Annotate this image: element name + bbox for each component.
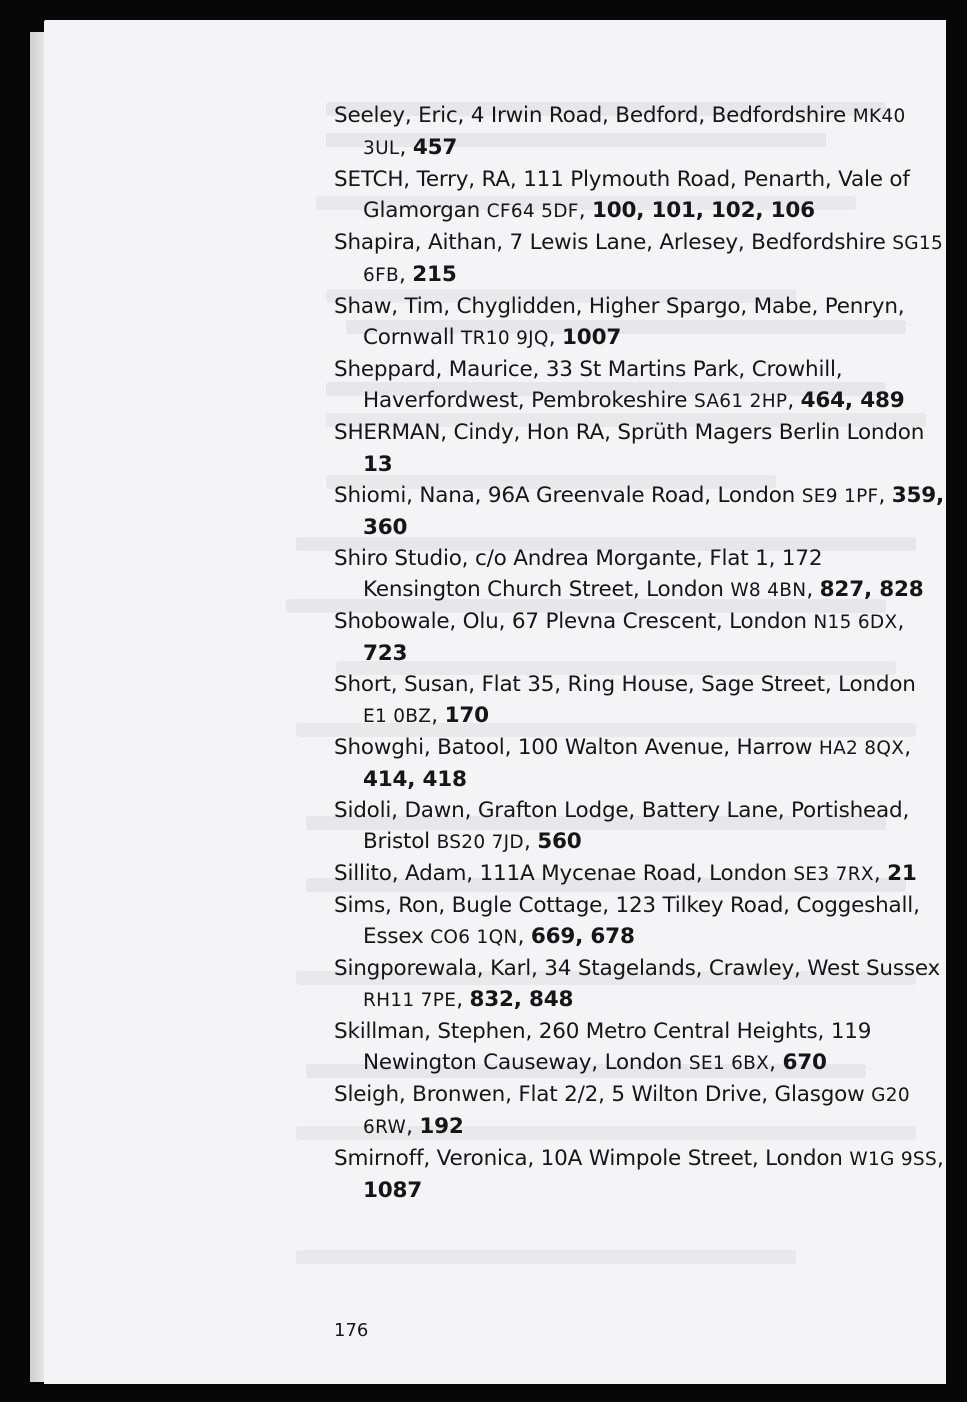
entry-name-address: Shaw, Tim, Chyglidden, Higher Spargo, Mabe, Penryn, Cornwall bbox=[334, 294, 905, 350]
index-entry: Smirnoff, Veronica, 10A Wimpole Street, London W1G 9SS, 1087 bbox=[334, 1146, 944, 1203]
entry-page-refs: 669, 678 bbox=[530, 924, 635, 949]
entry-page-refs: 170 bbox=[444, 703, 489, 728]
index-entry: Shiomi, Nana, 96A Greenvale Road, London SE9 1PF, 359, 360 bbox=[334, 483, 945, 540]
index-entry: Short, Susan, Flat 35, Ring House, Sage Street, London E1 0BZ, 170 bbox=[334, 672, 916, 728]
entry-page-refs: 832, 848 bbox=[469, 987, 574, 1012]
entry-postcode: SA61 2HP bbox=[693, 391, 788, 412]
entry-postcode: TR10 9JQ bbox=[461, 328, 549, 349]
index-entry: Sims, Ron, Bugle Cottage, 123 Tilkey Road, Coggeshall, Essex CO6 1QN, 669, 678 bbox=[334, 893, 920, 949]
index-entry: Shobowale, Olu, 67 Plevna Crescent, London N15 6DX, 723 bbox=[334, 609, 905, 666]
entry-page-refs: 723 bbox=[363, 641, 408, 666]
entry-postcode: CO6 1QN bbox=[430, 927, 518, 948]
entry-postcode: G20 6RW bbox=[363, 1085, 910, 1138]
entry-name-address: SETCH, Terry, RA, 111 Plymouth Road, Penarth, Vale of Glamorgan bbox=[334, 167, 910, 223]
entry-page-refs: 215 bbox=[412, 262, 457, 287]
entry-page-refs: 1007 bbox=[562, 325, 622, 350]
entry-page-refs: 560 bbox=[537, 829, 582, 854]
entry-page-refs: 414, 418 bbox=[363, 767, 467, 792]
entry-name-address: Singporewala, Karl, 34 Stagelands, Crawley, West Sussex bbox=[334, 956, 941, 981]
entry-postcode: E1 0BZ bbox=[363, 706, 432, 727]
entry-name-address: Showghi, Batool, 100 Walton Avenue, Harrow bbox=[334, 735, 819, 760]
book-page bbox=[44, 20, 946, 1384]
entry-postcode: RH11 7PE bbox=[363, 990, 457, 1011]
entry-postcode: SE9 1PF bbox=[801, 486, 879, 507]
index-entry: Shapira, Aithan, 7 Lewis Lane, Arlesey, Bedfordshire SG15 6FB, 215 bbox=[334, 230, 944, 287]
entry-postcode: MK40 3UL bbox=[363, 106, 906, 159]
entry-postcode: HA2 8QX bbox=[818, 738, 905, 759]
entry-page-refs: 827, 828 bbox=[819, 577, 924, 602]
index-entry: Seeley, Eric, 4 Irwin Road, Bedford, Bedfordshire MK40 3UL, 457 bbox=[334, 103, 906, 160]
entry-name-address: Shapira, Aithan, 7 Lewis Lane, Arlesey, Bedfordshire bbox=[334, 230, 893, 255]
index-entry: Showghi, Batool, 100 Walton Avenue, Harrow HA2 8QX, 414, 418 bbox=[334, 735, 911, 792]
entry-name-address: Seeley, Eric, 4 Irwin Road, Bedford, Bedfordshire bbox=[334, 103, 853, 128]
entry-page-refs: 1087 bbox=[363, 1178, 423, 1203]
page-number: 176 bbox=[334, 1320, 369, 1341]
entry-page-refs: 457 bbox=[412, 135, 458, 160]
entry-name-address: Shobowale, Olu, 67 Plevna Crescent, London bbox=[334, 609, 814, 634]
entry-postcode: N15 6DX bbox=[813, 612, 898, 633]
index-entry: SETCH, Terry, RA, 111 Plymouth Road, Penarth, Vale of Glamorgan CF64 5DF, 100, 101, 102, 106 bbox=[334, 167, 910, 223]
entry-name-address: Sleigh, Bronwen, Flat 2/2, 5 Wilton Drive, Glasgow bbox=[334, 1082, 872, 1107]
entry-postcode: SE3 7RX bbox=[793, 864, 874, 885]
entry-postcode: SE1 6BX bbox=[688, 1053, 770, 1074]
entry-page-refs: 100, 101, 102, 106 bbox=[591, 198, 815, 223]
entry-page-refs: 21 bbox=[887, 861, 917, 886]
index-entry: Sleigh, Bronwen, Flat 2/2, 5 Wilton Drive, Glasgow G20 6RW, 192 bbox=[334, 1082, 910, 1139]
index-entry: Shiro Studio, c/o Andrea Morgante, Flat 1, 172 Kensington Church Street, London W8 4BN, 827, 828 bbox=[334, 546, 924, 602]
entry-name-address: Shiro Studio, c/o Andrea Morgante, Flat 1, 172 Kensington Church Street, London bbox=[334, 546, 823, 602]
index-entry bbox=[334, 417, 944, 480]
index-entry: Skillman, Stephen, 260 Metro Central Heights, 119 Newington Causeway, London SE1 6BX, 670 bbox=[334, 1019, 872, 1075]
entry-postcode: W8 4BN bbox=[730, 580, 807, 601]
entry-postcode: BS20 7JD bbox=[436, 832, 524, 853]
address-index bbox=[334, 100, 944, 1206]
entry-page-refs: 192 bbox=[419, 1114, 464, 1139]
index-entry: Singporewala, Karl, 34 Stagelands, Crawley, West Sussex RH11 7PE, 832, 848 bbox=[334, 956, 941, 1012]
entry-name-address: Shiomi, Nana, 96A Greenvale Road, London bbox=[334, 483, 802, 508]
entry-postcode: W1G 9SS bbox=[849, 1149, 937, 1170]
entry-name-address: Sims, Ron, Bugle Cottage, 123 Tilkey Road, Coggeshall, Essex bbox=[334, 893, 920, 949]
entry-name-address: SHERMAN, Cindy, Hon RA, Sprüth Magers Berlin London bbox=[334, 420, 925, 445]
entry-name-address: Smirnoff, Veronica, 10A Wimpole Street, London bbox=[334, 1146, 850, 1171]
entry-postcode: CF64 5DF bbox=[486, 201, 579, 222]
index-entry: Sillito, Adam, 111A Mycenae Road, London SE3 7RX, 21 bbox=[334, 861, 917, 886]
entry-name-address: Sillito, Adam, 111A Mycenae Road, London bbox=[334, 861, 794, 886]
entry-name-address: Sidoli, Dawn, Grafton Lodge, Battery Lane, Portishead, Bristol bbox=[334, 798, 910, 854]
index-entry: Sidoli, Dawn, Grafton Lodge, Battery Lane, Portishead, Bristol BS20 7JD, 560 bbox=[334, 798, 910, 854]
entry-page-refs: 13 bbox=[363, 452, 393, 477]
entry-page-refs: 359, 360 bbox=[363, 483, 945, 540]
entry-postcode: SG15 6FB bbox=[363, 233, 944, 286]
entry-name-address: Short, Susan, Flat 35, Ring House, Sage Street, London bbox=[334, 672, 916, 697]
entry-name-address: Skillman, Stephen, 260 Metro Central Heights, 119 Newington Causeway, London bbox=[334, 1019, 872, 1075]
index-entry: Sheppard, Maurice, 33 St Martins Park, Crowhill, Haverfordwest, Pembrokeshire SA61 2HP, 464, 489 bbox=[334, 357, 905, 413]
index-entry: Shaw, Tim, Chyglidden, Higher Spargo, Mabe, Penryn, Cornwall TR10 9JQ, 1007 bbox=[334, 294, 905, 350]
entry-name-address: Sheppard, Maurice, 33 St Martins Park, Crowhill, Haverfordwest, Pembrokeshire bbox=[334, 357, 843, 413]
entry-page-refs: 670 bbox=[782, 1050, 827, 1075]
entry-page-refs: 464, 489 bbox=[800, 388, 905, 413]
